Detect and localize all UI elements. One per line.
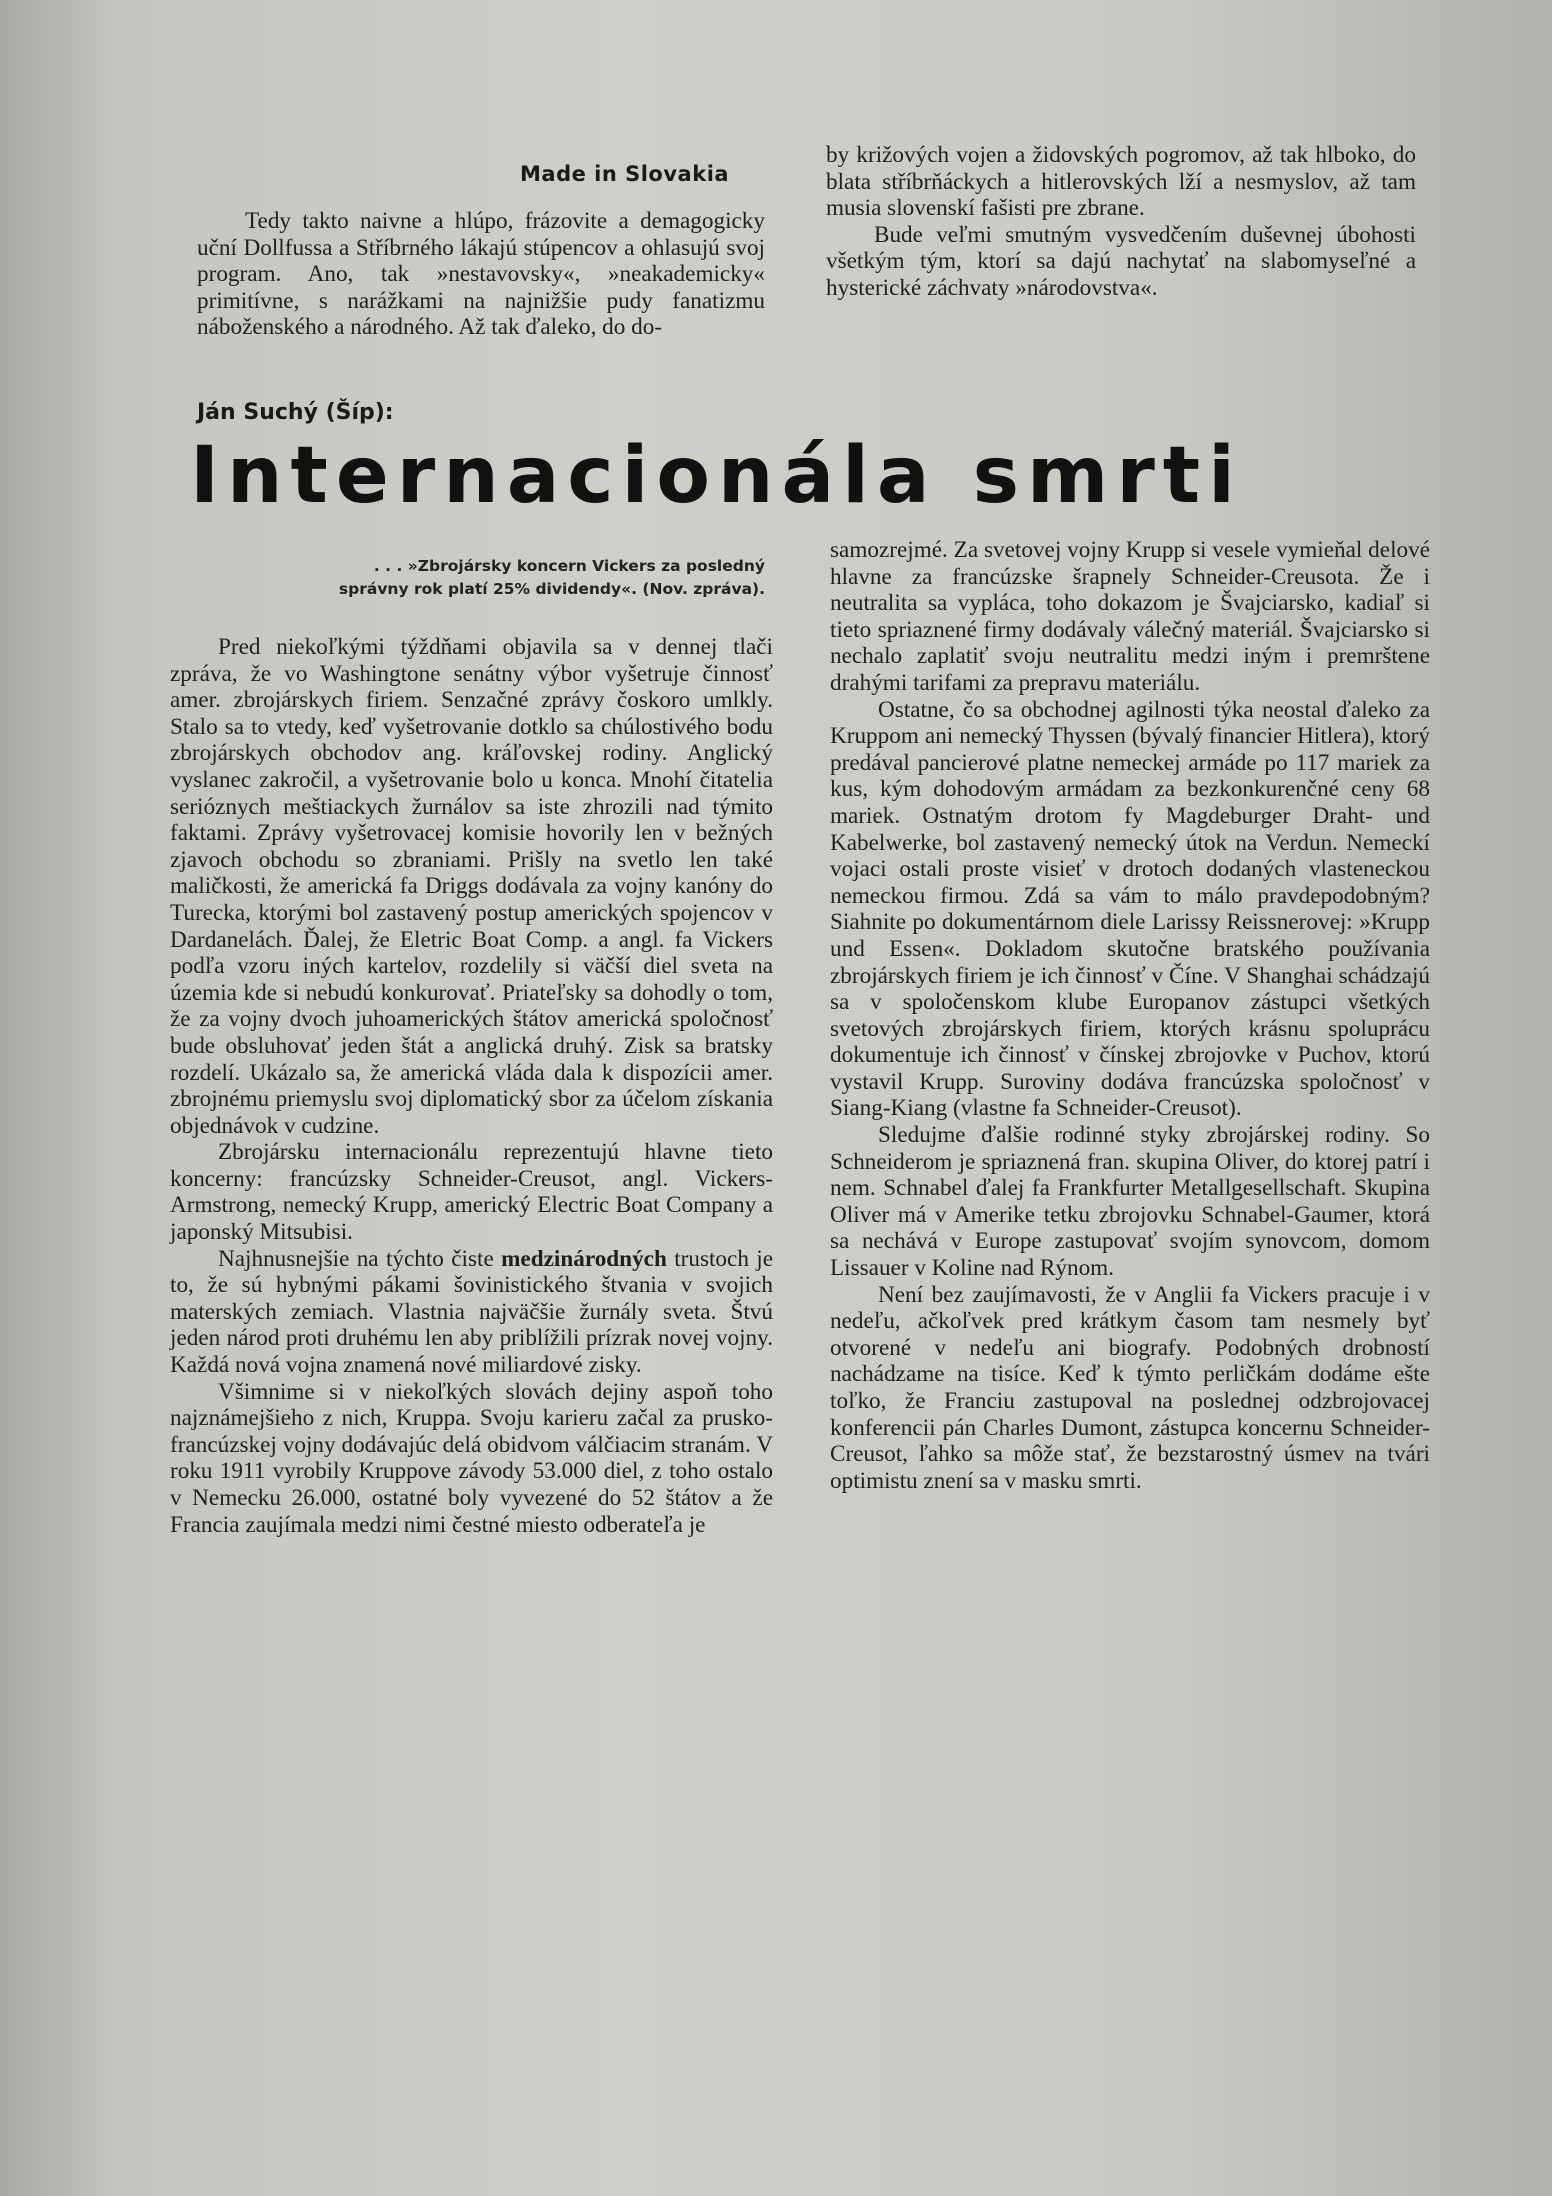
left-paragraph-4: Všimnime si v niekoľkých slovách dejiny aspoň toho najznámejšieho z nich, Kruppa. Svoju karieru začal za prusko-francúzskej vojny dodávajúc delá obidvom válčiacim stranám. V roku 1911 vyrobily Kruppove závody 53.000 diel, z toho ostalo v Nemecku 26.000, ostatné boly vyvezené do 52 štátov a že Francia zaujímala medzi nimi čestné miesto odberateľa je	[170, 1378, 773, 1538]
intro-left-column	[197, 208, 765, 341]
left-paragraph-3-bold: medzinárodných	[501, 1245, 667, 1272]
section-title: Made in Slovakia	[520, 162, 730, 186]
intro-left-paragraph: Tedy takto naivne a hlúpo, frázovite a demagogicky uční Dollfussa a Stříbrného lákajú stúpencov a ohlasujú svoj program. Ano, tak »nestavovsky«, »neakademicky« primitívne, s narážkami na najnižšie pudy fanatizmu náboženského a národného. Až tak ďaleko, do do-	[197, 208, 765, 341]
article-right-column	[830, 537, 1430, 1494]
article-epigraph: . . . »Zbrojársky koncern Vickers za posledný správny rok platí 25% dividendy«. (Nov. zpráva).	[338, 557, 765, 598]
right-paragraph-3: Sledujme ďalšie rodinné styky zbrojárskej rodiny. So Schneiderom je spriaznená fran. skupina Oliver, do ktorej patrí i nem. Schnabel ďalej fa Frankfurter Metallgesellschaft. Skupina Oliver má v Amerike tetku zbrojovku Schnabel-Gaumer, ktorá sa nechává v Europe zastupovať svojím synovcom, domom Lissauer v Koline nad Rýnom.	[830, 1122, 1430, 1282]
intro-right-column	[826, 142, 1416, 302]
right-paragraph-1: samozrejmé. Za svetovej vojny Krupp si vesele vymieňal delové hlavne za francúzske šrapnely Schneider-Creusota. Že i neutralita sa vypláca, toho dokazom je Švajciarsko, kadiaľ si tieto spriaznené firmy dodávaly válečný materiál. Švajciarsko si nechalo zaplatiť svoju neutralitu medzi iným i premrštene drahými tarifami za prepravu materiálu.	[830, 537, 1430, 696]
article-headline: Internacionála smrti	[190, 431, 1243, 521]
article-author: Ján Suchý (Šíp):	[197, 400, 394, 425]
right-paragraph-2: Ostatne, čo sa obchodnej agilnosti týka neostal ďaleko za Kruppom ani nemecký Thyssen (bývalý financier Hitlera), ktorý predával pancierové platne nemeckej armáde po 117 mariek za kus, kým dohodovým armádam za bezkonkurenčné ceny 68 mariek. Ostnatým drotom fy Magdeburger Draht- und Kabelwerke, bol zastavený nemecký útok na Verdun. Nemeckí vojaci ostali proste visieť v drotoch dodaných vlasteneckou nemeckou firmou. Zdá sa vám to málo pravdepodobným? Siahnite po dokumentárnom diele Larissy Reissnerovej: »Krupp und Essen«. Dokladom skutočne bratského používania zbrojárskych firiem je ich činnosť v Číne. V Shanghai schádzajú sa v spoločenskom klube Europanov zástupci všetkých svetových zbrojárskych firiem, ktorých krásnu spoluprácu dokumentuje ich činnosť v čínskej zbrojovke v Puchov, ktorú vystavil Krupp. Suroviny dodáva francúzska spoločnosť v Siang-Kiang (vlastne fa Schneider-Creusot).	[830, 696, 1430, 1122]
left-paragraph-3-rest: trustoch je to, že sú hybnými pákami šovinistického štvania v svojich materských zemiach. Vlastnia najväčšie žurnály sveta. Štvú jeden národ proti druhému len aby priblížili prízrak novej vojny. Každá nová vojna znamená nové miliardové zisky.	[170, 1245, 773, 1379]
right-paragraph-4: Není bez zaujímavosti, že v Anglii fa Vickers pracuje i v nedeľu, ačkoľvek pred krátkym časom tam nesmely byť otvorené v nedeľu ani biografy. Podobných drobností nachádzame na tisíce. Keď k týmto perličkám dodáme ešte toľko, že Franciu zastupoval na poslednej odzbrojovacej konferencii pán Charles Dumont, zástupca koncernu Schneider-Creusot, ľahko sa môže stať, že bezstarostný úsmev na tvári optimistu znení sa v masku smrti.	[830, 1281, 1430, 1494]
left-paragraph-2: Zbrojársku internacionálu reprezentujú hlavne tieto koncerny: francúzsky Schneider-Creusot, angl. Vickers-Armstrong, nemecký Krupp, americký Electric Boat Company a japonský Mitsubisi.	[170, 1139, 773, 1246]
intro-right-paragraph-2: Bude veľmi smutným vysvedčením duševnej úbohosti všetkým tým, ktorí sa dajú nachytať na slabomyseľné a hysterické záchvaty »národovstva«.	[826, 221, 1416, 301]
intro-right-paragraph-1: by križových vojen a židovských pogromov, až tak hlboko, do blata stříbrňáckych a hitlerovských lží a nesmyslov, až tam musia slovenskí fašisti pre zbrane.	[826, 142, 1416, 222]
article-left-column	[170, 634, 773, 1538]
left-paragraph-1: Pred niekoľkými týždňami objavila sa v dennej tlači zpráva, že vo Washingtone senátny výbor vyšetruje činnosť amer. zbrojárskych firiem. Senzačné zprávy čoskoro umlkly. Stalo sa to vtedy, keď vyšetrovanie dotklo sa chúlostivého bodu zbrojárskych obchodov ang. kráľovskej rodiny. Anglický vyslanec zakročil, a vyšetrovanie bolo u konca. Mnohí čitatelia serióznych meštiackych žurnálov sa iste zhrozili nad týmito faktami. Zprávy vyšetrovacej komisie hovorily len v bežných zjavoch obchodu so zbraniami. Prišly na svetlo len také maličkosti, že americká fa Driggs dodávala za vojny kanóny do Turecka, ktorými bol zastavený postup amerických spojencov v Dardanelách. Ďalej, že Eletric Boat Comp. a angl. fa Vickers podľa vzoru iných kartelov, rozdelily si väčší diel sveta na územia kde si nebudú konkurovať. Priateľsky sa dohodly o tom, že za vojny dvoch juhoamerických štátov americká spoločnosť bude obsluhovať jeden štát a anglická druhý. Zisk sa bratsky rozdelí. Ukázalo sa, že americká vláda dala k dispozícii amer. zbrojnému priemyslu svoj diplomatický sbor za účelom získania objednávok v cudzine.	[170, 634, 773, 1139]
left-paragraph-3	[170, 1246, 773, 1379]
left-paragraph-3-lead: Najhnusnejšie na týchto čiste	[218, 1245, 502, 1272]
